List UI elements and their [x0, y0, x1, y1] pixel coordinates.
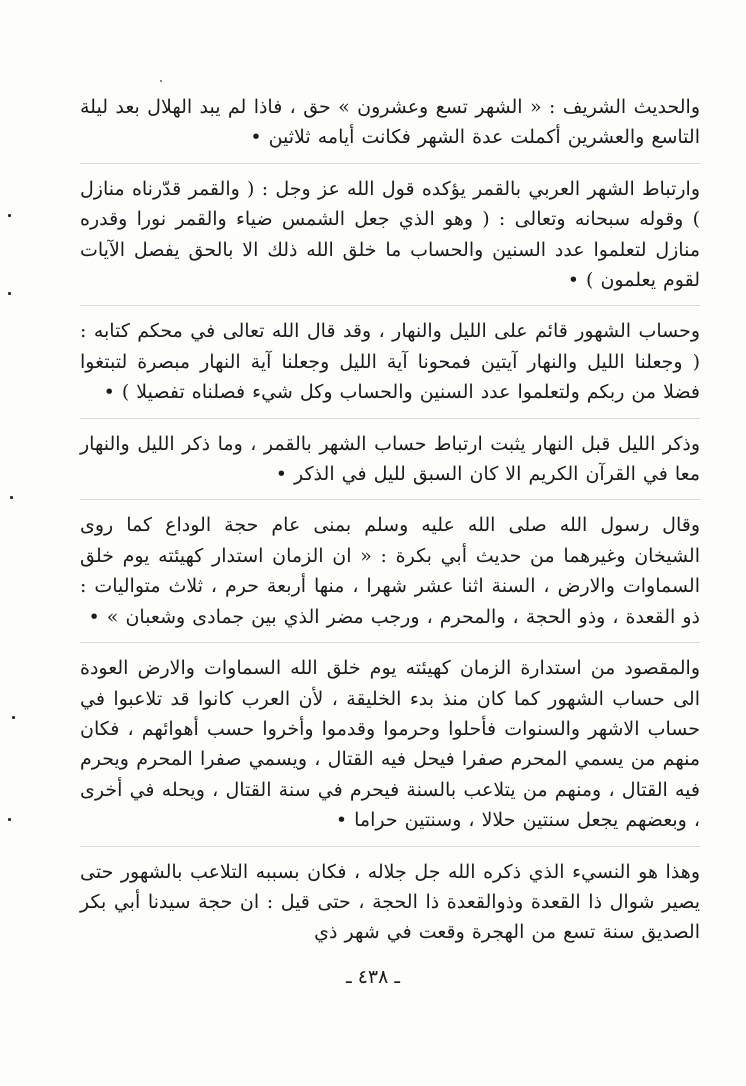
body-text — [80, 92, 700, 958]
paragraph-divider — [80, 642, 700, 643]
margin-mark — [8, 214, 11, 217]
margin-mark — [12, 716, 15, 719]
paragraph-divider — [80, 163, 700, 164]
paragraph-5: وقال رسول الله صلى الله عليه وسلم بمنى عام حجة الوداع كما روى الشيخان وغيرهما من حديث أبي بكرة : « ان الزمان استدار كهيئته يوم خلق السماوات والارض ، السنة اثنا عشر شهرا ، منها أربعة حرم ، ثلاث متواليات : ذو القعدة ، وذو الحجة ، والمحرم ، ورجب مضر الذي بين جمادى وشعبان » • — [80, 514, 700, 628]
paragraph-1: والحديث الشريف : « الشهر تسع وعشرون » حق ، فاذا لم يبد الهلال بعد ليلة التاسع والعشرين أكملت عدة الشهر فكانت أيامه ثلاثين • — [80, 96, 700, 149]
margin-mark — [8, 818, 11, 821]
paragraph-divider — [80, 305, 700, 306]
paragraph-divider — [80, 418, 700, 419]
paragraph-7: وهذا هو النسيء الذي ذكره الله جل جلاله ، فكان بسببه التلاعب بالشهور حتى يصير شوال ذا القعدة وذوالقعدة ذا الحجة ، حتى قيل : ان حجة سيدنا أبي بكر الصديق سنة تسع من الهجرة وقعت في شهر ذي — [80, 860, 700, 944]
paragraph-4: وذكر الليل قبل النهار يثبت ارتباط حساب الشهر بالقمر ، وما ذكر الليل والنهار معا في القرآن الكريم الا كان السبق لليل في الذكر • — [80, 432, 700, 486]
paragraph-divider — [80, 499, 700, 500]
margin-mark — [8, 292, 11, 295]
paragraph-3: وحساب الشهور قائم على الليل والنهار ، وقد قال الله تعالى في محكم كتابه : ( وجعلنا الليل والنهار آيتين فمحونا آية الليل وجعلنا آية النهار مبصرة لتبتغوا فضلا من ربكم ولتعلموا عدد السنين والحساب وكل شيء فصلناه تفصيلا ) • — [80, 320, 700, 404]
print-speck — [160, 80, 162, 82]
margin-mark — [10, 496, 13, 499]
page-number: ـ ٤٣٨ ـ — [346, 966, 400, 988]
paragraph-6: والمقصود من استدارة الزمان كهيئته يوم خلق الله السماوات والارض العودة الى حساب الشهور كما كان منذ بدء الخليقة ، لأن العرب كانوا قد تلاعبوا في حساب الاشهر والسنوات فأحلوا وحرموا وقدموا وأخروا حسب أهوائهم ، فكان منهم من يسمي المحرم صفرا فيحل فيه القتال ، ويسمي صفرا المحرم ويحرم فيه القتال ، ومنهم من يتلاعب بالسنة فيحرم في سنة القتال ، ويحله في أخرى ، وبعضهم يجعل سنتين حلالا ، وسنتين حراما • — [80, 657, 700, 832]
paragraph-2: وارتباط الشهر العربي بالقمر يؤكده قول الله عز وجل : ( والقمر قدّرناه منازل ) وقوله سبحانه وتعالى : ( وهو الذي جعل الشمس ضياء والقمر نورا وقدره منازل لتعلموا عدد السنين والحساب ما خلق الله ذلك الا بالحق يفصل الآيات لقوم يعلمون ) • — [80, 177, 700, 292]
paragraph-divider — [80, 846, 700, 847]
